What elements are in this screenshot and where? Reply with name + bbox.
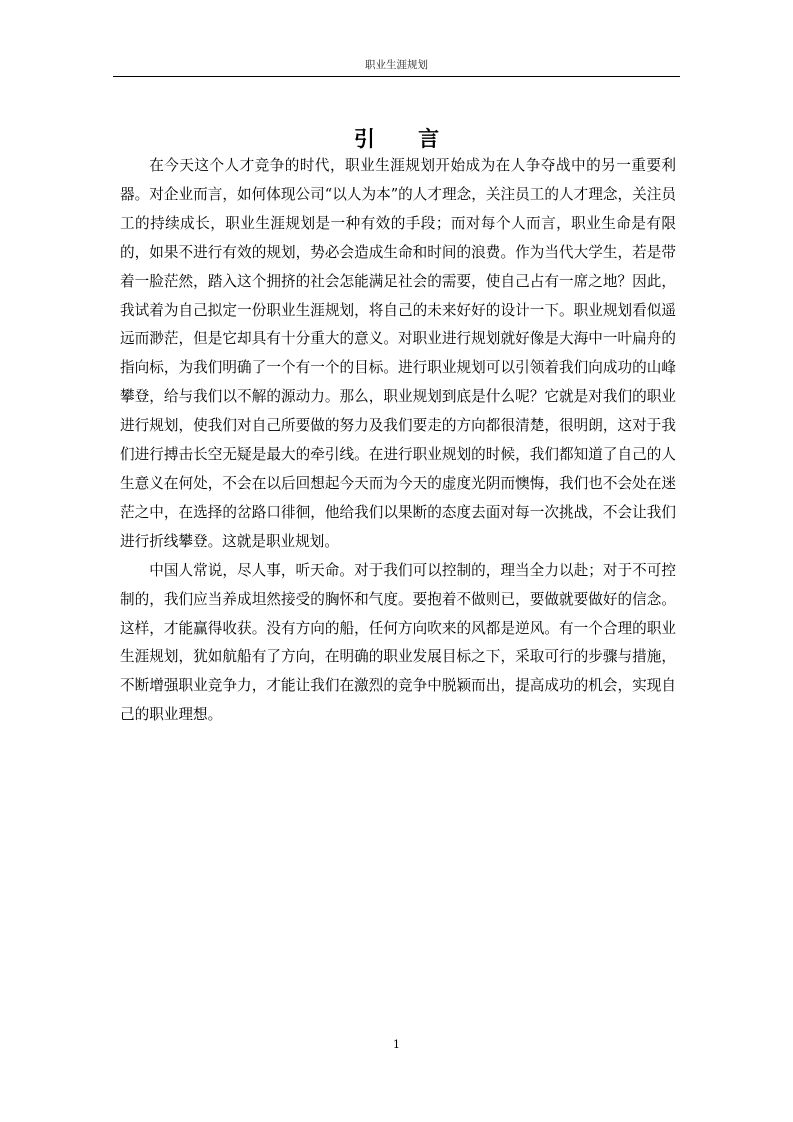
page-number: 1	[393, 1038, 400, 1051]
paragraph-1: 在今天这个人才竞争的时代，职业生涯规划开始成为在人争夺战中的另一重要利器。对企业而言，如何体现公司“以人为本”的人才理念，关注员工的人才理念，关注员工的持续成长，职业生涯规划是一种有效的手段；而对每个人而言，职业生命是有限的，如果不进行有效的规划，势必会造成生命和时间的浪费。作为当代大学生，若是带着一脸茫然，踏入这个拥挤的社会怎能满足社会的需要，使自己占有一席之地？因此，我试着为自己拟定一份职业生涯规划，将自己的未来好好的设计一下。职业规划看似遥远而渺茫，但是它却具有十分重大的意义。对职业进行规划就好像是大海中一叶扁舟的指向标，为我们明确了一个有一个的目标。进行职业规划可以引领着我们向成功的山峰攀登，给与我们以不解的源动力。那么，职业规划到底是什么呢？它就是对我们的职业进行规划，使我们对自己所要做的努力及我们要走的方向都很清楚，很明朗，这对于我们进行搏击长空无疑是最大的牵引线。在进行职业规划的时候，我们都知道了自己的人生意义在何处，不会在以后回想起今天而为今天的虚度光阴而懊悔，我们也不会处在迷茫之中，在选择的岔路口徘徊，他给我们以果断的态度去面对每一次挑战，不会让我们进行折线攀登。这就是职业规划。	[120, 157, 676, 550]
running-header: 职业生涯规划	[365, 59, 428, 71]
page-title: 引 言	[353, 127, 458, 152]
paragraph-2: 中国人常说，尽人事，听天命。对于我们可以控制的，理当全力以赴；对于不可控制的，我们应当养成坦然接受的胸怀和气度。要抱着不做则已，要做就要做好的信念。这样，才能赢得收获。没有方向的船，任何方向吹来的风都是逆风。有一个合理的职业生涯规划，犹如航船有了方向，在明确的职业发展目标之下，采取可行的步骤与措施，不断增强职业竞争力，才能让我们在激烈的竞争中脱颖而出，提高成功的机会，实现自己的职业理想。	[120, 561, 676, 724]
body-text	[120, 152, 676, 730]
header-divider	[113, 76, 680, 77]
